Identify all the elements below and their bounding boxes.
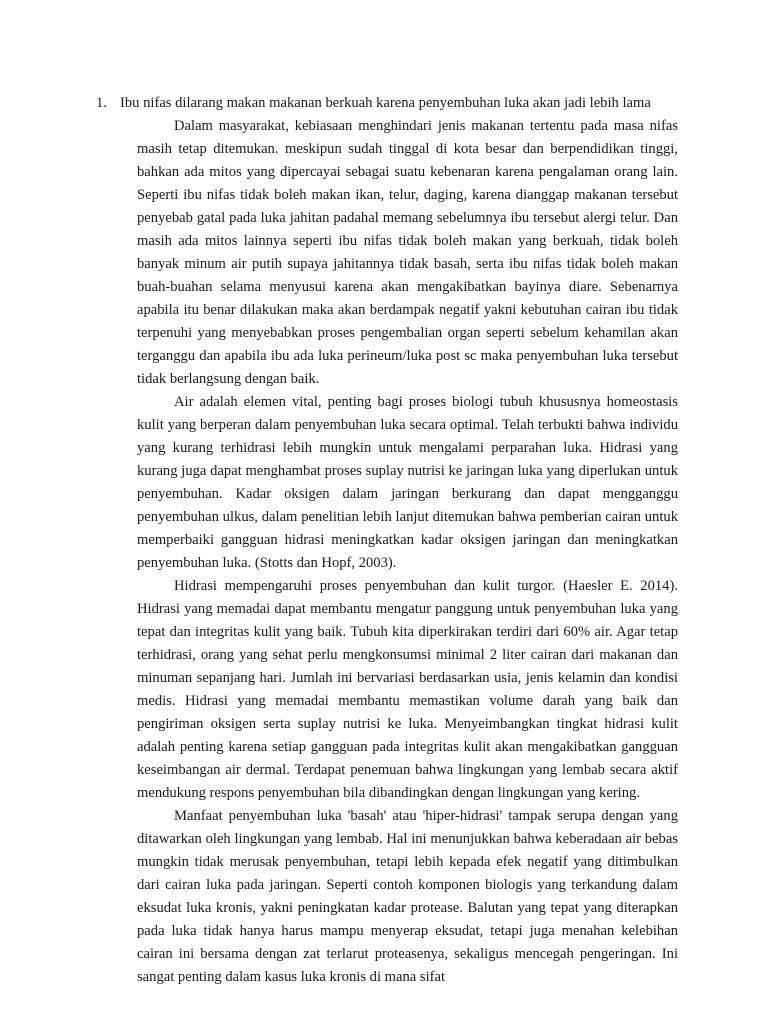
paragraph-3: Hidrasi mempengaruhi proses penyembuhan dan kulit turgor. (Haesler E. 2014). Hidrasi yang memadai dapat membantu mengatur panggung untuk penyembuhan luka yang tepat dan integritas kulit yang baik. Tubuh kita diperkirakan terdiri dari 60% air. Agar tetap terhidrasi, orang yang sehat perlu mengkonsumsi minimal 2 liter cairan dari makanan dan minuman sepanjang hari. Jumlah ini bervariasi berdasarkan usia, jenis kelamin dan kondisi medis. Hidrasi yang memadai membantu memastikan volume darah yang baik dan pengiriman oksigen serta suplay nutrisi ke luka. Menyeimbangkan tingkat hidrasi kulit adalah penting karena setiap gangguan pada integritas kulit akan mengakibatkan gangguan keseimbangan air dermal. Terdapat penemuan bahwa lingkungan yang lembab secara aktif mendukung respons penyembuhan bila dibandingkan dengan lingkungan yang kering. [137,578,678,801]
paragraph-4: Manfaat penyembuhan luka 'basah' atau 'hiper-hidrasi' tampak serupa dengan yang ditawarkan oleh lingkungan yang lembab. Hal ini menunjukkan bahwa keberadaan air bebas mungkin tidak merusak penyembuhan, tetapi lebih kepada efek negatif yang ditimbulkan dari cairan luka pada jaringan. Seperti contoh komponen biologis yang terkandung dalam eksudat luka kronis, yakni peningkatan kadar protease. Balutan yang tepat yang diterapkan pada luka tidak hanya harus mampu menyerap eksudat, tetapi juga menahan kelebihan cairan ini bersama dengan zat terlarut proteasenya, sekaligus mencegah pengeringan. Ini sangat penting dalam kasus luka kronis di mana sifat [137,808,678,985]
paragraph-1: Dalam masyarakat, kebiasaan menghindari jenis makanan tertentu pada masa nifas masih tetap ditemukan. meskipun sudah tinggal di kota besar dan berpendidikan tinggi, bahkan ada mitos yang dipercayai sebagai suatu kebenaran karena pengalaman orang lain. Seperti ibu nifas tidak boleh makan ikan, telur, daging, karena dianggap makanan tersebut penyebab gatal pada luka jahitan padahal memang sebelumnya ibu tersebut alergi telur. Dan masih ada mitos lainnya seperti ibu nifas tidak boleh makan yang berkuah, tidak boleh banyak minum air putih supaya jahitannya tidak basah, serta ibu nifas tidak boleh makan buah-buahan selama menyusui karena akan mengakibatkan bayinya diare. Sebenarnya apabila itu benar dilakukan maka akan berdampak negatif yakni kebutuhan cairan ibu tidak terpenuhi yang menyebabkan proses pengembalian organ seperti sebelum kehamilan akan terganggu dan apabila ibu ada luka perineum/luka post sc maka penyembuhan luka tersebut tidak berlangsung dengan baik. [137,118,678,387]
list-item-heading [96,92,680,115]
list-item-heading-text: Ibu nifas dilarang makan makanan berkuah karena penyembuhan luka akan jadi lebih lama [120,95,651,111]
paragraph-2: Air adalah elemen vital, penting bagi proses biologi tubuh khususnya homeostasis kulit yang berperan dalam penyembuhan luka secara optimal. Telah terbukti bahwa individu yang kurang terhidrasi lebih mungkin untuk mengalami perparahan luka. Hidrasi yang kurang juga dapat menghambat proses suplay nutrisi ke jaringan luka yang diperlukan untuk penyembuhan. Kadar oksigen dalam jaringan berkurang dan dapat mengganggu penyembuhan ulkus, dalam penelitian lebih lanjut ditemukan bahwa pemberian cairan untuk memperbaiki gangguan hidrasi meningkatkan kadar oksigen jaringan dan meningkatkan penyembuhan luka. (Stotts dan Hopf, 2003). [137,394,678,571]
document-body [137,115,678,989]
list-item-number: 1. [96,95,107,111]
